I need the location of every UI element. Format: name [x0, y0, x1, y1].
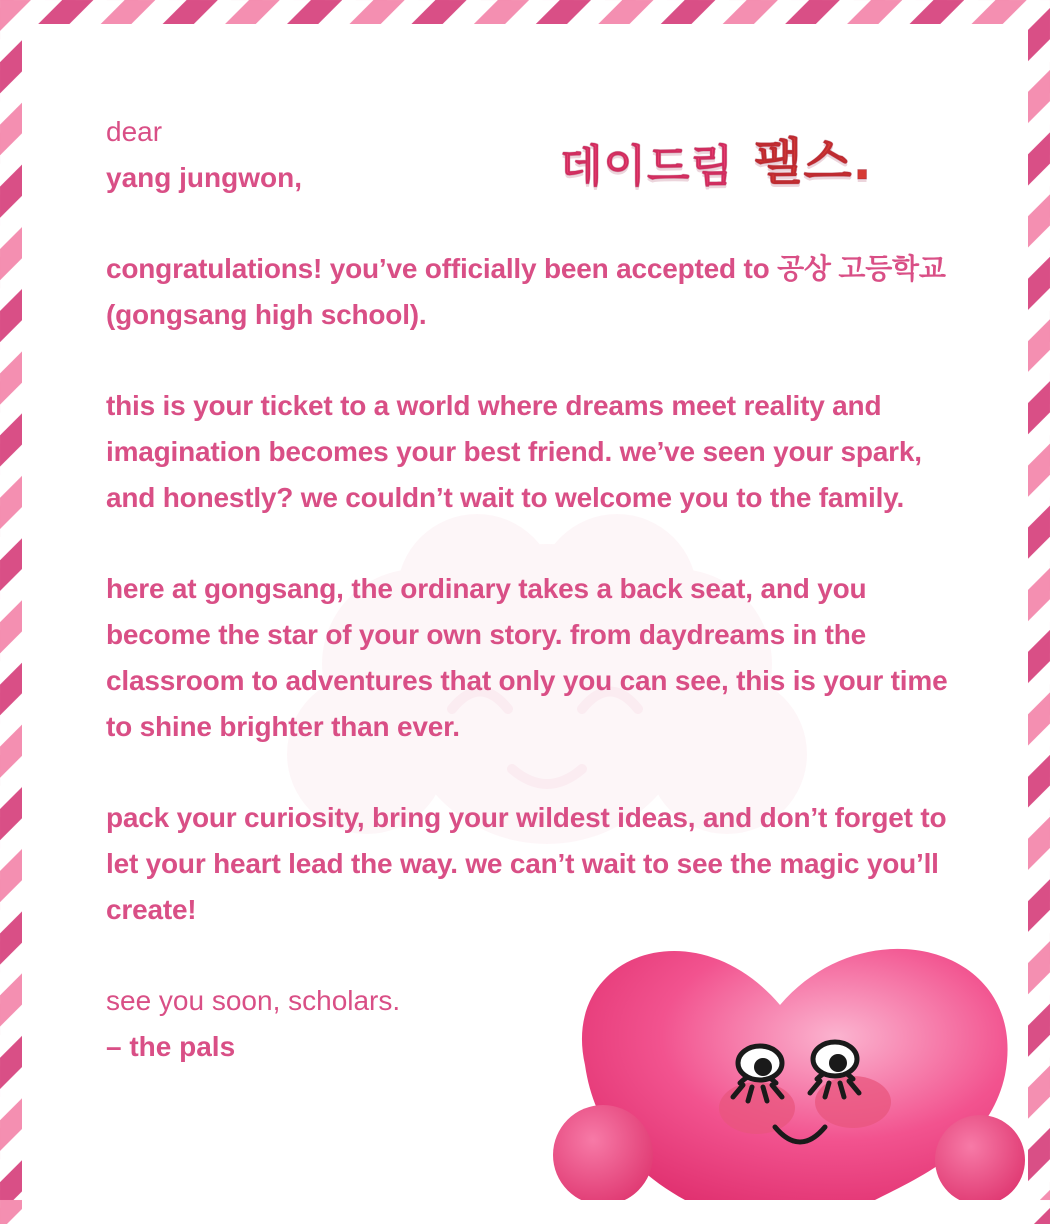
closing-line: see you soon, scholars.	[106, 985, 401, 1016]
paragraph-gongsang: here at gongsang, the ordinary takes a back seat, and you become the star of your own story. from daydreams in the classroom to adventures that only you can see, this is your time to shine brighter than ever.	[106, 573, 948, 742]
paragraph-pack: pack your curiosity, bring your wildest ideas, and don’t forget to let your heart lead the way. we can’t wait to see the magic you’ll create!	[106, 802, 947, 925]
spacer	[106, 750, 956, 795]
logo-text-pals: 팰스.	[754, 133, 873, 191]
spacer	[106, 521, 956, 566]
spacer	[106, 338, 956, 383]
paragraph-ticket: this is your ticket to a world where dreams meet reality and imagination becomes your best friend. we’ve seen your spark, and honestly? we couldn’t wait to welcome you to the family.	[106, 390, 922, 513]
spacer	[106, 201, 956, 246]
heart-mascot-icon	[545, 915, 1050, 1200]
logo-text-daydream: 데이드림	[560, 141, 735, 192]
signature: – the pals	[106, 1031, 236, 1062]
paragraph-acceptance: congratulations! you’ve officially been accepted to 공상 고등학교 (gongsang high school).	[106, 253, 946, 330]
recipient-name: yang jungwon,	[106, 162, 302, 193]
greeting-dear: dear	[106, 116, 163, 147]
